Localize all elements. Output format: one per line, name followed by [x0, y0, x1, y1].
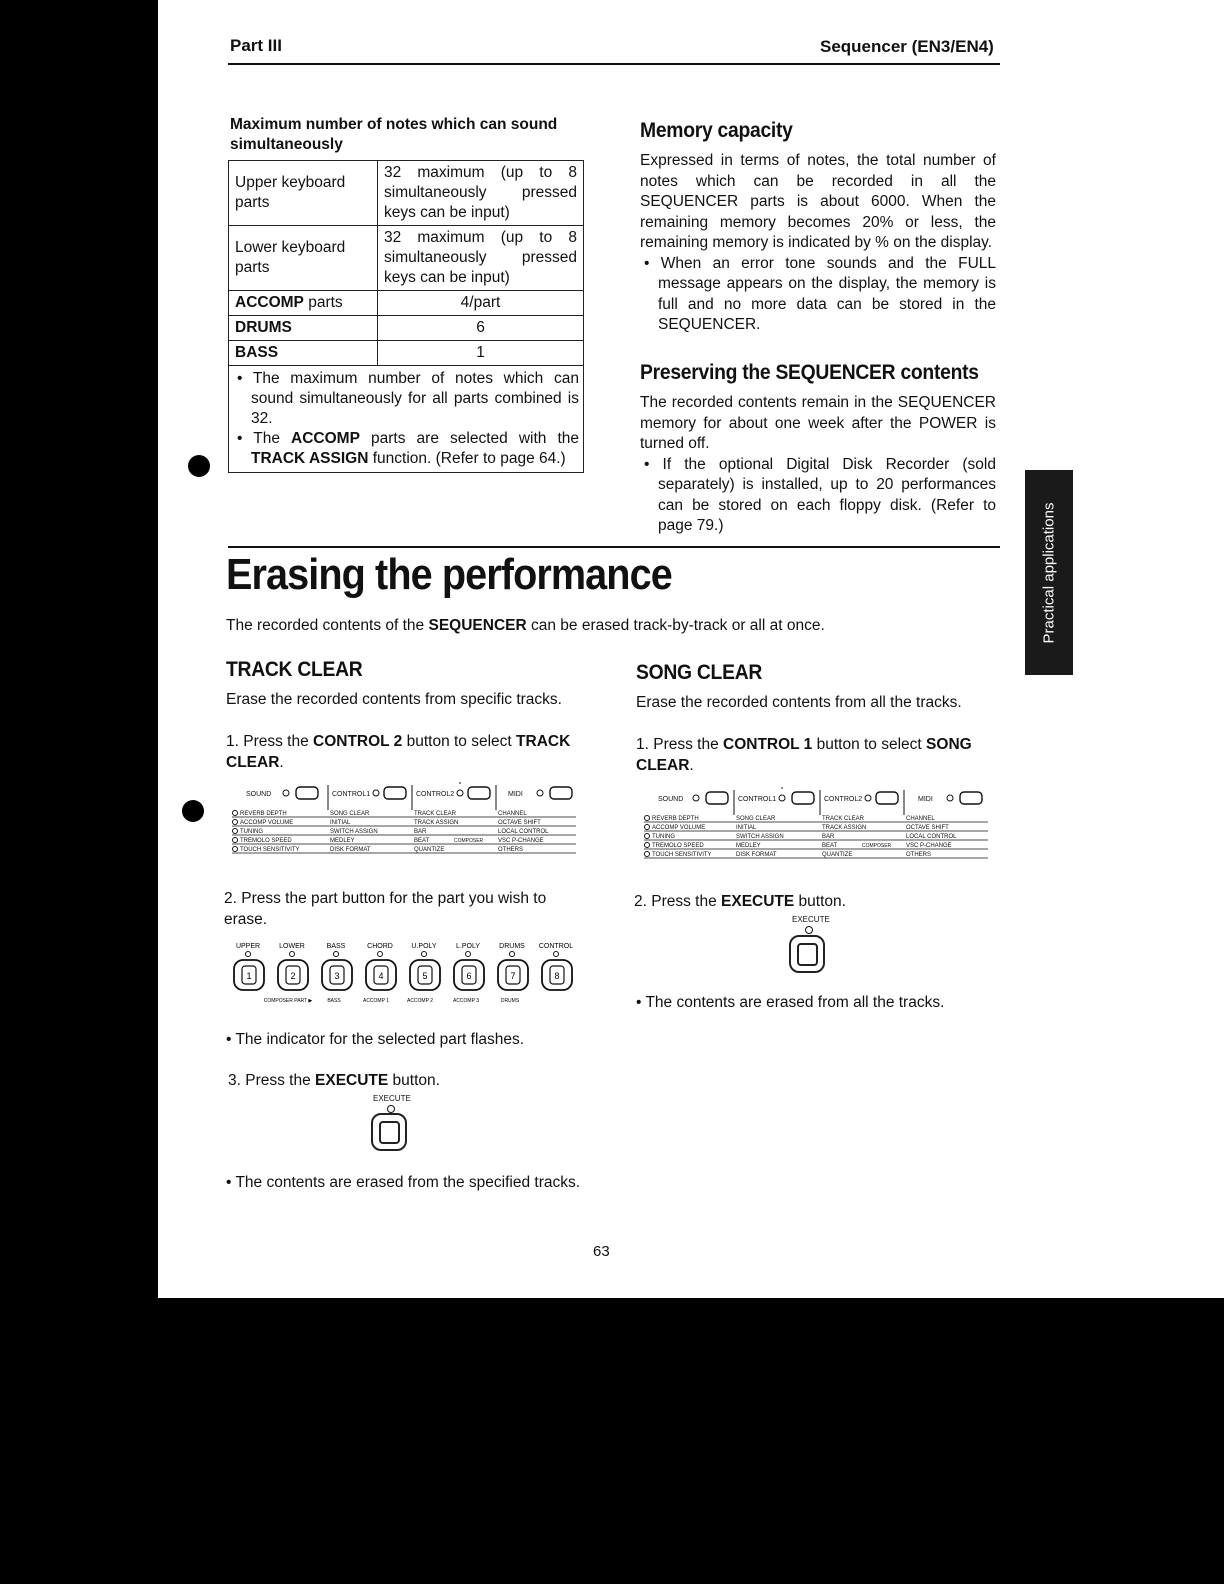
execute-label-left: EXECUTE — [373, 1094, 411, 1103]
part-label: UPPER — [235, 943, 261, 950]
track-clear-desc: Erase the recorded contents from specific tracks. — [226, 691, 562, 708]
part-label: CHORD — [367, 943, 393, 950]
track-clear-step3: 3. Press the EXECUTE button. — [228, 1072, 440, 1089]
page-number: 63 — [593, 1243, 610, 1260]
panel-label: SONG CLEAR — [330, 811, 370, 817]
part-sub-label: ACCOMP 1 — [362, 998, 390, 1004]
preserving-bullet: • If the optional Digital Disk Recorder (sold separately) is installed, up to 20 performances can be stored on each floppy disk. (Refer to page 79.) — [644, 455, 996, 534]
panel-label: QUANTIZE — [414, 847, 445, 853]
panel-label: DISK FORMAT — [330, 847, 371, 853]
execute-indicator-right — [805, 926, 813, 934]
panel-label: SONG CLEAR — [736, 816, 776, 822]
part-sub-label: DRUMS — [500, 998, 520, 1004]
part-number: 3 — [334, 971, 340, 981]
track-clear-step1: 1. Press the CONTROL 2 button to select TRACK CLEAR. — [226, 733, 571, 771]
panel-label: VSC P-CHANGE — [906, 843, 952, 849]
part-indicator-icon — [554, 952, 559, 957]
panel-indicator-icon — [233, 838, 238, 843]
panel-label: SWITCH ASSIGN — [330, 829, 378, 835]
panel-label: QUANTIZE — [822, 852, 853, 858]
panel-indicator-icon — [233, 847, 238, 852]
panel-label: SWITCH ASSIGN — [736, 834, 784, 840]
song-clear-step2: 2. Press the EXECUTE button. — [634, 893, 846, 910]
song-clear-title: SONG CLEAR — [636, 661, 763, 684]
part-number: 6 — [466, 971, 472, 981]
part-label: U.POLY — [411, 943, 437, 950]
song-clear-step1: 1. Press the CONTROL 1 button to select SONG CLEAR. — [636, 736, 972, 774]
table-row: Lower keyboard parts 32 maximum (up to 8 simultaneously pressed keys can be input) — [229, 226, 584, 291]
part-indicator-icon — [510, 952, 515, 957]
panel-indicator-icon — [233, 820, 238, 825]
binder-hole-dot-2 — [182, 800, 204, 822]
part-indicator-icon — [466, 952, 471, 957]
table-row: ACCOMP parts 4/part — [229, 291, 584, 316]
part-sub-label: ACCOMP 2 — [406, 998, 434, 1004]
panel-label: TREMOLO SPEED — [652, 843, 704, 849]
panel-indicator-icon — [645, 843, 650, 848]
panel-label: OTHERS — [498, 847, 524, 853]
panel-label: VSC P-CHANGE — [498, 838, 544, 844]
execute-button-right[interactable] — [789, 935, 825, 973]
preserving-text: The recorded contents remain in the SEQUENCER memory for about one week after the POWER is turned off. • If the optional Digital Disk Recorder (sold separately) is installed, up to 20 performances can be stored on each floppy disk. (Refer to page 79.) — [640, 393, 996, 537]
panel-indicator-icon — [233, 811, 238, 816]
part-indicator-icon — [334, 952, 339, 957]
header-part: Part III — [230, 36, 282, 55]
panel-label: ACCOMP VOLUME — [240, 820, 294, 826]
panel-indicator-icon — [645, 825, 650, 830]
panel-indicator-icon — [645, 834, 650, 839]
track-clear-step2: 2. Press the part button for the part you wish to erase. — [224, 890, 547, 928]
panel-label: TUNING — [240, 829, 263, 835]
panel-label: DISK FORMAT — [736, 852, 777, 858]
panel-indicator-icon — [233, 829, 238, 834]
panel-label: TRACK CLEAR — [414, 811, 457, 817]
panel-label: BAR — [822, 834, 835, 840]
memory-bullet: • When an error tone sounds and the FULL message appears on the display, the memory is full and no more data can be stored in the SEQUENCER. — [644, 254, 997, 333]
preserving-title: Preserving the SEQUENCER contents — [640, 361, 979, 384]
panel-label: TUNING — [652, 834, 675, 840]
svg-text:MIDI: MIDI — [508, 791, 523, 798]
svg-text:CONTROL1: CONTROL1 — [738, 796, 777, 803]
part-number: 8 — [554, 971, 560, 981]
track-clear-title: TRACK CLEAR — [226, 658, 363, 681]
panel-label: MEDLEY — [736, 843, 761, 849]
part-buttons-svg — [230, 940, 580, 1010]
panel-label: CHANNEL — [906, 816, 935, 822]
panel-label: BEAT — [414, 838, 430, 844]
panel-label: OCTAVE SHIFT — [906, 825, 949, 831]
part-number: 7 — [510, 971, 516, 981]
table-row: Upper keyboard parts 32 maximum (up to 8 simultaneously pressed keys can be input) — [229, 161, 584, 226]
control-panel-song — [636, 787, 992, 869]
part-label: BASS — [326, 943, 346, 950]
part-buttons-panel — [230, 940, 580, 1010]
memory-title: Memory capacity — [640, 119, 793, 142]
panel-label: REVERB DEPTH — [240, 811, 287, 817]
part-indicator-icon — [422, 952, 427, 957]
erasing-intro: The recorded contents of the SEQUENCER can be erased track-by-track or all at once. — [226, 617, 825, 634]
svg-text:CONTROL2: CONTROL2 — [416, 791, 455, 798]
part-label: DRUMS — [499, 943, 525, 950]
side-tab-label: Practical applications — [1040, 502, 1058, 643]
panel-indicator-icon — [645, 852, 650, 857]
panel-label: BAR — [414, 829, 427, 835]
svg-text:SOUND: SOUND — [658, 796, 684, 803]
panel-label: OTHERS — [906, 852, 932, 858]
table-row: BASS 1 — [229, 341, 584, 366]
table-note-row — [229, 366, 584, 473]
panel-label: LOCAL CONTROL — [906, 834, 957, 840]
part-sub-label: BASS — [327, 998, 341, 1004]
panel-label: BEAT — [822, 843, 838, 849]
control-panel-track — [228, 782, 580, 864]
header-section: Sequencer (EN3/EN4) — [820, 37, 994, 56]
binder-hole-dot — [188, 455, 210, 477]
memory-text: Expressed in terms of notes, the total number of notes which can be recorded in all the SEQUENCER parts is about 6000. When the remaining memory becomes 20% or less, the remaining memory is indicated by % on the display. • When an error tone sounds and the FULL message appears on the display, the memory is full and no more data can be stored in the SEQUENCER. — [640, 151, 996, 336]
panel-label: TRACK ASSIGN — [822, 825, 867, 831]
execute-indicator-left — [387, 1105, 395, 1113]
svg-text:MIDI: MIDI — [918, 796, 933, 803]
part-number: 2 — [290, 971, 296, 981]
control-panel-svg — [228, 782, 580, 864]
track-clear-bullet2: • The contents are erased from the specified tracks. — [226, 1174, 581, 1191]
header-rule — [228, 63, 1000, 65]
notes-table — [228, 160, 584, 473]
panel-label: INITIAL — [330, 820, 351, 826]
panel-label: REVERB DEPTH — [652, 816, 699, 822]
panel-label: TREMOLO SPEED — [240, 838, 292, 844]
note-2: • The ACCOMP parts are selected with the TRACK ASSIGN function. (Refer to page 64.) — [237, 430, 580, 467]
panel-label: MEDLEY — [330, 838, 355, 844]
part-indicator-icon — [290, 952, 295, 957]
panel-label: TRACK CLEAR — [822, 816, 865, 822]
track-clear-bullet1: • The indicator for the selected part flashes. — [226, 1031, 525, 1048]
execute-label-right: EXECUTE — [792, 915, 830, 924]
composer-label: COMPOSER — [454, 838, 484, 844]
control-panel-svg-2 — [636, 787, 992, 869]
panel-label: CHANNEL — [498, 811, 527, 817]
erasing-title: Erasing the performance — [226, 550, 672, 599]
note-1: • The maximum number of notes which can sound simultaneously for all parts combined is 32. — [237, 370, 580, 427]
table-row: DRUMS 6 — [229, 316, 584, 341]
part-label: L.POLY — [456, 943, 480, 950]
song-clear-desc: Erase the recorded contents from all the tracks. — [636, 694, 962, 711]
panel-label: OCTAVE SHIFT — [498, 820, 541, 826]
panel-label: LOCAL CONTROL — [498, 829, 549, 835]
panel-indicator-icon — [645, 816, 650, 821]
part-number: 5 — [422, 971, 428, 981]
svg-text:CONTROL1: CONTROL1 — [332, 791, 371, 798]
part-indicator-icon — [378, 952, 383, 957]
part-label: LOWER — [279, 943, 305, 950]
svg-text:CONTROL2: CONTROL2 — [824, 796, 863, 803]
part-sub-label: ACCOMP 3 — [452, 998, 480, 1004]
panel-label: TOUCH SENSITIVITY — [240, 847, 300, 853]
part-number: 4 — [378, 971, 384, 981]
composer-label: COMPOSER — [862, 843, 892, 849]
song-clear-bullet1: • The contents are erased from all the tracks. — [636, 994, 945, 1011]
panel-label: TRACK ASSIGN — [414, 820, 459, 826]
panel-label: INITIAL — [736, 825, 757, 831]
svg-text:SOUND: SOUND — [246, 791, 272, 798]
part-label: CONTROL — [538, 943, 574, 950]
notes-title: Maximum number of notes which can sound simultaneously — [230, 116, 558, 153]
panel-label: ACCOMP VOLUME — [652, 825, 706, 831]
execute-button-left[interactable] — [371, 1113, 407, 1151]
section-rule — [228, 546, 1000, 548]
part-indicator-icon — [246, 952, 251, 957]
side-tab — [1025, 470, 1073, 675]
part-sub-label: COMPOSER PART ▶ — [263, 998, 313, 1004]
part-number: 1 — [246, 971, 252, 981]
panel-label: TOUCH SENSITIVITY — [652, 852, 712, 858]
